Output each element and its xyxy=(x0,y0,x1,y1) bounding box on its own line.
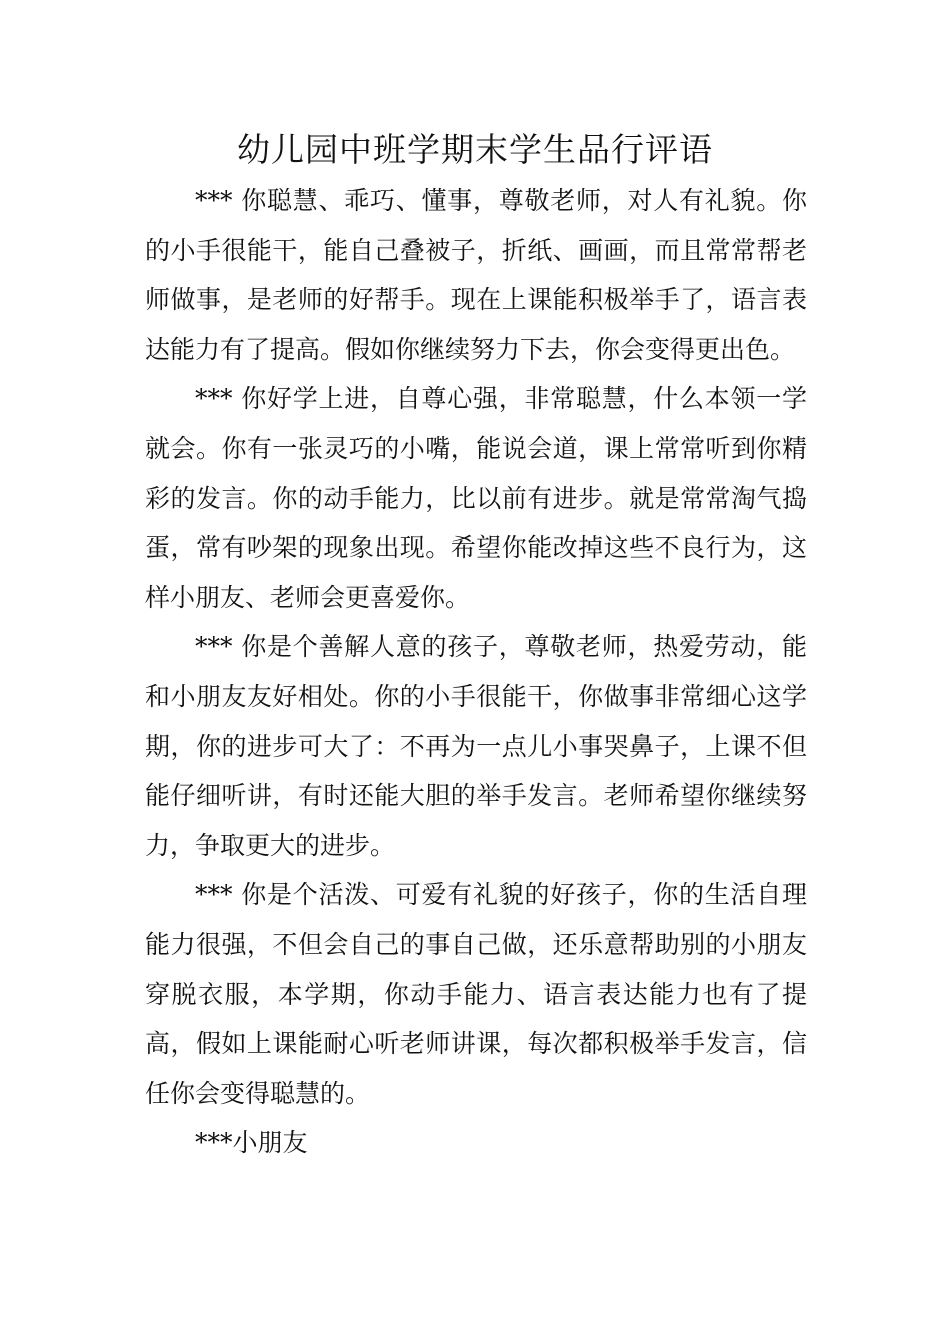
comment-paragraph-1: *** 你聪慧、乖巧、懂事，尊敬老师，对人有礼貌。你的小手很能干，能自己叠被子，折纸、画画，而且常常帮老师做事，是老师的好帮手。现在上课能积极举手了，语言表达能力有了提高。假如你继续努力下去，你会变得更出色。 xyxy=(145,186,807,364)
document-title: 幼儿园中班学期末学生品行评语 xyxy=(237,130,713,169)
comment-paragraph-3: *** 你是个善解人意的孩子，尊敬老师，热爱劳动，能和小朋友友好相处。你的小手很能干，你做事非常细心这学期，你的进步可大了：不再为一点儿小事哭鼻子，上课不但能仔细听讲，有时还能大胆的举手发言。老师希望你继续努力，争取更大的进步。 xyxy=(145,632,807,860)
document-body xyxy=(145,176,807,1168)
comment-paragraph-4: *** 你是个活泼、可爱有礼貌的好孩子，你的生活自理能力很强，不但会自己的事自己做，还乐意帮助别的小朋友穿脱衣服，本学期，你动手能力、语言表达能力也有了提高，假如上课能耐心听老师讲课，每次都积极举手发言，信任你会变得聪慧的。 xyxy=(145,880,807,1108)
comment-paragraph-2: *** 你好学上进，自尊心强，非常聪慧，什么本领一学就会。你有一张灵巧的小嘴，能说会道，课上常常听到你精彩的发言。你的动手能力，比以前有进步。就是常常淘气捣蛋，常有吵架的现象出现。希望你能改掉这些不良行为，这样小朋友、老师会更喜爱你。 xyxy=(145,384,807,612)
closing-line: ***小朋友 xyxy=(195,1128,308,1158)
